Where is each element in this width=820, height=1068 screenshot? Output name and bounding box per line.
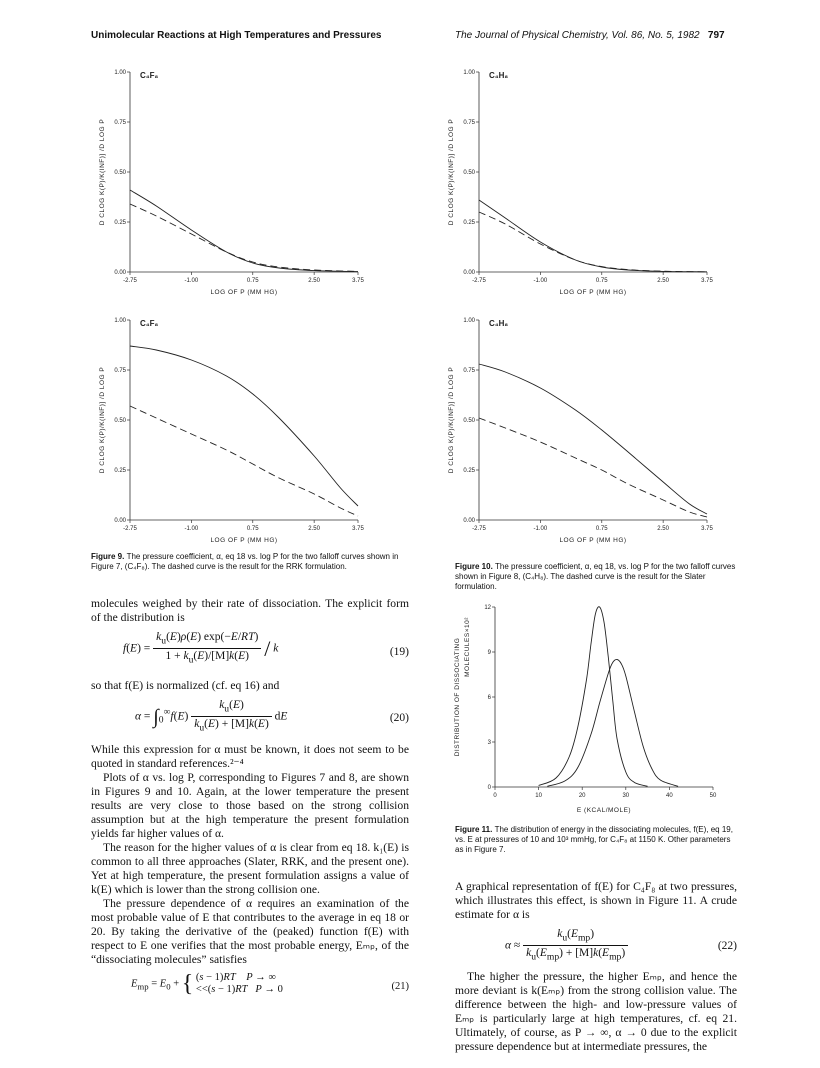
y-tick-label: 0 [487,785,491,791]
y-tick-label: 12 [484,605,491,611]
x-tick-label: -1.00 [184,526,199,532]
x-tick-label: -2.75 [123,526,137,532]
journal-citation: The Journal of Physical Chemistry, Vol. 86, No. 5, 1982 [455,30,700,41]
x-tick-label: 0.75 [246,278,259,284]
right-text-column [455,880,737,1054]
figure-10-caption-text: The pressure coefficient, α, eq 18, vs. log P for the two falloff curves shown in Figure 8, (C₄H₈). The dashed curve is the result for the Slater formulation. [455,562,736,591]
solid-curve [130,346,358,506]
y-tick-label: 0.50 [114,170,126,176]
figure-9-label: Figure 9. [91,552,125,561]
figure-11-plot [455,595,745,825]
x-axis-label: LOG OF P (MM HG) [210,289,278,296]
x-tick-label: 20 [578,793,586,799]
x-axis-label: LOG OF P (MM HG) [559,289,627,296]
dashed-curve [479,418,707,517]
x-tick-label: 40 [666,793,673,799]
y-tick-label: 1.00 [463,318,475,324]
page-number: 797 [707,30,725,41]
y-tick-label: 0.00 [463,270,475,276]
plot-title: C₄H₈ [489,71,509,80]
y-tick-label: 1.00 [114,70,126,76]
x-axis-label: LOG OF P (MM HG) [210,537,278,544]
x-axis-label: LOG OF P (MM HG) [559,537,627,544]
dashed-curve [130,204,358,271]
y-tick-label: 0.25 [463,468,475,474]
x-tick-label: 50 [709,793,717,799]
paragraph: The reason for the higher values of α is clear from eq 18. k₁(E) is common to all three approaches (Slater, RRK, and the present one). Yet at high temperature, the present formulation assigns a value of k(E) which is lower than the strong collision one. [91,841,409,896]
x-tick-label: 3.75 [352,278,364,284]
paragraph: A graphical representation of f(E) for C₄F₈ at two pressures, which illustrates this effect, is shown in Figure 11. A crude estimate for α is [455,880,737,921]
x-tick-label: 2.50 [308,526,320,532]
dashed-curve [130,406,358,516]
solid-curve [479,364,707,514]
plot-title: C₄F₈ [140,319,159,328]
y-tick-label: 3 [487,740,491,746]
x-tick-label: 3.75 [701,526,713,532]
figure-9-caption-text: The pressure coefficient, α, eq 18 vs. log P for the two falloff curves shown in Figure 7, (C₄F₈). The dashed curve is the result for the RRK formulation. [91,552,399,571]
plot-title: C₄H₈ [489,319,509,328]
y-tick-label: 0.00 [114,270,126,276]
equation-19: f(E) = $\frac{k_u(E)\rho(E) \exp(-E/RT)}{1 + k_u(E)/[M]k(E)}$ / k (19) [123,631,409,666]
y-tick-label: 0.75 [463,368,475,374]
equation-21: $E_{mp} = E_0$ + { (s − 1)RT P → ∞ <<(s − 1)RT P → 0 (21) [131,971,409,997]
figure-10-caption [455,562,737,592]
y-tick-label: 0.00 [114,518,126,524]
left-text-column [91,597,409,1007]
y-tick-label: 0.25 [114,468,126,474]
equation-number: (19) [389,646,409,658]
figure-11-caption-text: The distribution of energy in the dissociating molecules, f(E), eq 19, vs. E at pressures of 10 and 10³ mmHg, for C₄F₈ at 1150 K. Other parameters as in Figure 7. [455,825,733,854]
y-axis-label-line-1: DISTRIBUTION OF DISSOCIATING [454,637,461,757]
figure-10-top-plot [448,55,745,305]
x-tick-label: 0.75 [246,526,259,532]
x-tick-label: -1.00 [184,278,199,284]
solid-curve [547,659,678,786]
dashed-curve [479,212,707,272]
y-axis-label-line-2: MOLECULES×10² [464,617,471,677]
solid-curve [479,200,707,272]
y-tick-label: 1.00 [114,318,126,324]
figure-9-caption [91,552,411,572]
x-tick-label: 0.75 [595,278,608,284]
paragraph: The higher the pressure, the higher Eₘₚ, and hence the more deviant is k(Eₘₚ) from the strong collision value. The difference between the high- and low-pressure values of Eₘₚ is particularly large at high temperatures, cf. eq 21. Ultimately, of course, as P → ∞, α → 0 due to the explicit pressure dependence but at intermediate pressures, the [455,970,737,1053]
y-tick-label: 0.50 [463,418,475,424]
x-tick-label: 0 [493,793,497,799]
figure-11-caption [455,825,737,855]
x-tick-label: 30 [622,793,630,799]
x-tick-label: 2.50 [308,278,320,284]
x-tick-label: 3.75 [701,278,713,284]
equation-number: (22) [717,940,737,952]
y-tick-label: 0.25 [114,220,126,226]
x-tick-label: 3.75 [352,526,364,532]
equation-number: (20) [389,712,409,724]
y-axis-label: D CLOG K(P)/K(INF)] /D LOG P [99,118,106,226]
paragraph: While this expression for α must be known, it does not seem to be quoted in standard references.²⁻⁴ [91,743,409,770]
y-tick-label: 0.50 [114,418,126,424]
x-tick-label: 0.75 [595,526,608,532]
y-tick-label: 0.00 [463,518,475,524]
figure-9-top-plot [88,55,378,305]
paragraph: so that f(E) is normalized (cf. eq 16) and [91,679,280,692]
figure-11-label: Figure 11. [455,825,493,834]
x-tick-label: -2.75 [472,278,486,284]
y-axis-label: D CLOG K(P)/K(INF)] /D LOG P [448,366,455,474]
y-tick-label: 9 [487,650,491,656]
equation-number: (21) [391,981,409,992]
y-tick-label: 0.50 [463,170,475,176]
x-tick-label: 2.50 [657,278,669,284]
plot-title: C₄F₈ [140,71,159,80]
equation-22: α ≈ $\frac{k_u(E_{mp})}{k_u(E_{mp}) + [M]k(E_{mp})}$ (22) [505,928,737,963]
y-axis-label: D CLOG K(P)/K(INF)] /D LOG P [448,118,455,226]
figure-9-bottom-plot [88,303,378,553]
y-tick-label: 0.75 [114,120,126,126]
running-head-left: Unimolecular Reactions at High Temperatures and Pressures [91,30,382,41]
y-tick-label: 0.25 [463,220,475,226]
y-tick-label: 0.75 [114,368,126,374]
x-tick-label: 10 [535,793,542,799]
x-tick-label: -1.00 [533,278,548,284]
y-tick-label: 0.75 [463,120,475,126]
y-tick-label: 6 [487,695,491,701]
paragraph: Plots of α vs. log P, corresponding to Figures 7 and 8, are shown in Figures 9 and 10. Again, at the lower temperature the present results are very close to those based on the strong collision assumption but at the high temperature the present formulation yields far higher values of α. [91,771,409,840]
x-tick-label: -1.00 [533,526,548,532]
x-tick-label: -2.75 [123,278,137,284]
running-head-right [455,30,725,41]
x-tick-label: 2.50 [657,526,669,532]
figure-10-label: Figure 10. [455,562,493,571]
y-tick-label: 1.00 [463,70,475,76]
x-axis-label: E (KCAL/MOLE) [576,807,632,814]
figure-10-bottom-plot [448,303,745,563]
paragraph: The pressure dependence of α requires an examination of the most probable value of E that contributes to the average in eq 18 or 20. By taking the derivative of the (peaked) function f(E) with respect to E one verifies that the most probable energy, Eₘₚ, of the “dissociating molecules” satisfies [91,897,409,966]
equation-20: $\alpha = \int_0^\infty f(E)$ $\frac{k_u(E)}{k_u(E) + [M]k(E)}$ dE (20) [135,699,409,734]
x-tick-label: -2.75 [472,526,486,532]
paragraph: molecules weighed by their rate of dissociation. The explicit form of the distribution is [91,597,409,624]
y-axis-label: D CLOG K(P)/K(INF)] /D LOG P [99,366,106,474]
